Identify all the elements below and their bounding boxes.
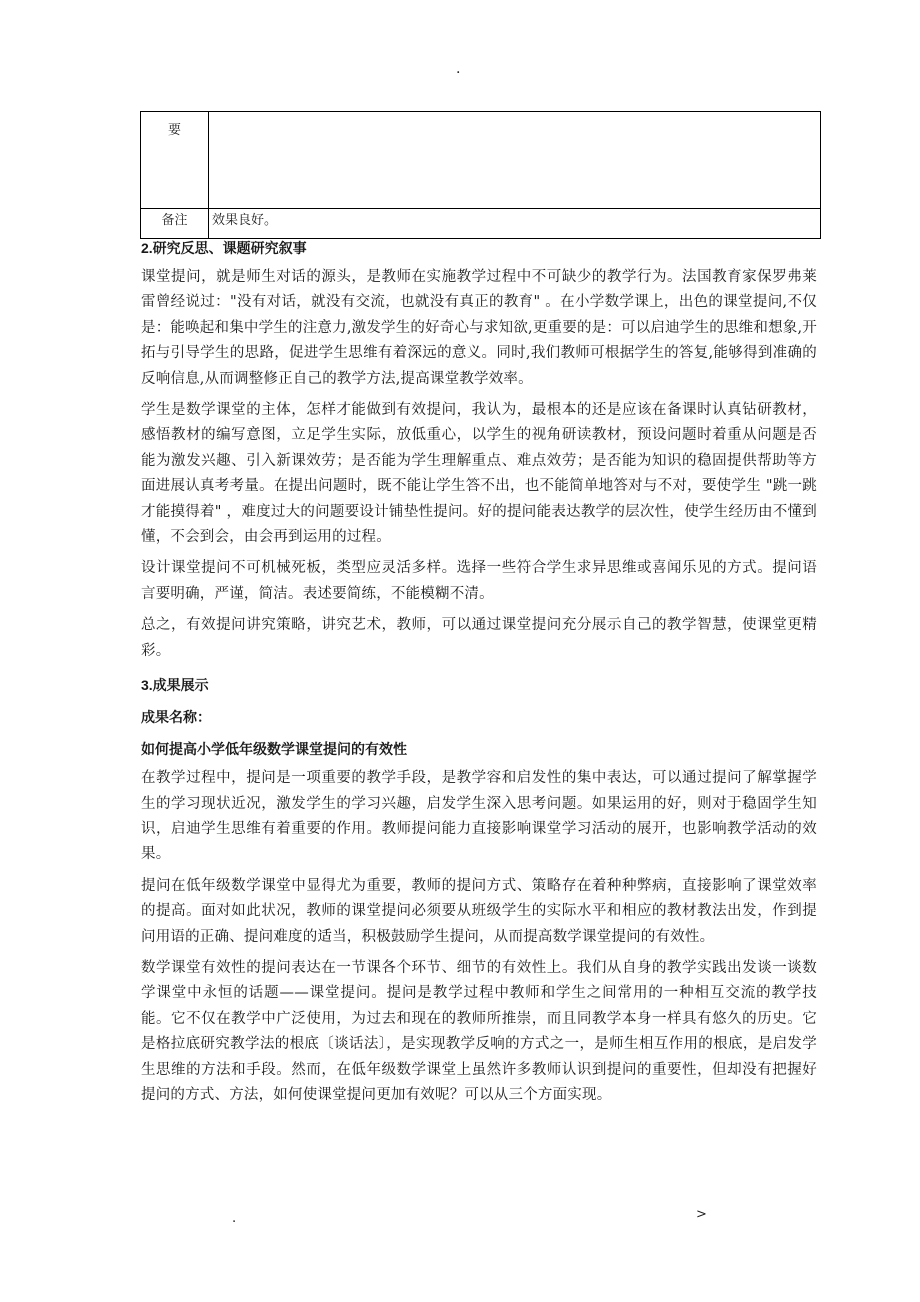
row-value [209,112,821,209]
page-footer-right-mark: > [696,1207,707,1222]
page-footer-left-mark: . [232,1211,237,1226]
table-row [141,112,821,209]
paragraph: 在教学过程中，提问是一项重要的教学手段，是教学容和启发性的集中表达，可以通过提问了解掌握学生的学习现状近况，激发学生的学习兴趣，启发学生深入思考问题。如果运用的好，则对于稳固学生知识，启迪学生思维有着重要的作用。教师提问能力直接影响课堂学习活动的展开，也影响教学活动的效果。 [141,770,817,863]
paragraph: 课堂提问，就是师生对话的源头，是教师在实施教学过程中不可缺少的教学行为。法国教育家保罗弗莱雷曾经说过："没有对话，就没有交流，也就没有真正的教育" 。在小学数学课上，出色的课堂提问,不仅是：能唤起和集中学生的注意力,激发学生的好奇心与求知欲,更重要的是：可以启迪学生的思维和想象,开拓与引导学生的思路，促进学生思维有着深远的意义。同时,我们教师可根据学生的答复,能够得到准确的反响信息,从而调整修正自己的教学方法,提高课堂教学效率。 [141,269,817,387]
paragraph: 提问在低年级数学课堂中显得尤为重要，教师的提问方式、策略存在着种种弊病，直接影响了课堂效率的提高。面对如此状况，教师的课堂提问必须要从班级学生的实际水平和相应的教材教法出发，作到提问用语的正确、提问难度的适当，积极鼓励学生提问，从而提高数学课堂提问的有效性。 [141,877,817,945]
info-table [140,111,821,239]
section-heading-reflection: 2.研究反思、课题研究叙事 [141,240,307,256]
row-label: 要 [141,112,209,209]
remarks-label: 备注 [141,209,209,239]
remarks-value: 效果良好。 [209,209,821,239]
page-header-mark: . [456,61,461,77]
result-name-label: 成果名称： [141,709,211,726]
section-heading-results: 3.成果展示 [141,677,209,694]
paragraph: 学生是数学课堂的主体，怎样才能做到有效提问，我认为，最根本的还是应该在备课时认真钻研教材，感悟教材的编写意图，立足学生实际，放低重心，以学生的视角研读教材，预设问题时着重从问题是否能为激发兴趣、引入新课效劳；是否能为学生理解重点、难点效劳；是否能为知识的稳固提供帮助等方面进展认真考考量。在提出问题时，既不能让学生答不出，也不能简单地答对与不对，要使学生 "跳一跳才能摸得着" ，难度过大的问题要设计铺垫性提问。好的提问能表达教学的层次性，使学生经历由不懂到懂，不会到会，由会再到运用的过程。 [141,402,817,546]
paragraph: 总之，有效提问讲究策略，讲究艺术，教师，可以通过课堂提问充分展示自己的教学智慧，使课堂更精彩。 [141,617,817,659]
document-body [141,236,817,1108]
paragraph: 设计课堂提问不可机械死板，类型应灵活多样。选择一些符合学生求异思维或喜闻乐见的方式。提问语言要明确，严谨，简洁。表述要简练，不能模糊不清。 [141,560,817,602]
paragraph: 数学课堂有效性的提问表达在一节课各个环节、细节的有效性上。我们从自身的教学实践出发谈一谈数学课堂中永恒的话题——课堂提问。提问是教学过程中教师和学生之间常用的一种相互交流的教学技能。它不仅在教学中广泛使用，为过去和现在的教师所推崇，而且同教学本身一样具有悠久的历史。它是格拉底研究教学法的根底〔谈话法〕，是实现教学反响的方式之一，是师生相互作用的根底，是启发学生思维的方法和手段。然而，在低年级数学课堂上虽然许多教师认识到提问的重要性，但却没有把握好提问的方式、方法，如何使课堂提问更加有效呢？可以从三个方面实现。 [141,959,817,1103]
result-title: 如何提高小学低年级数学课堂提问的有效性 [141,741,407,758]
table-row [141,209,821,239]
